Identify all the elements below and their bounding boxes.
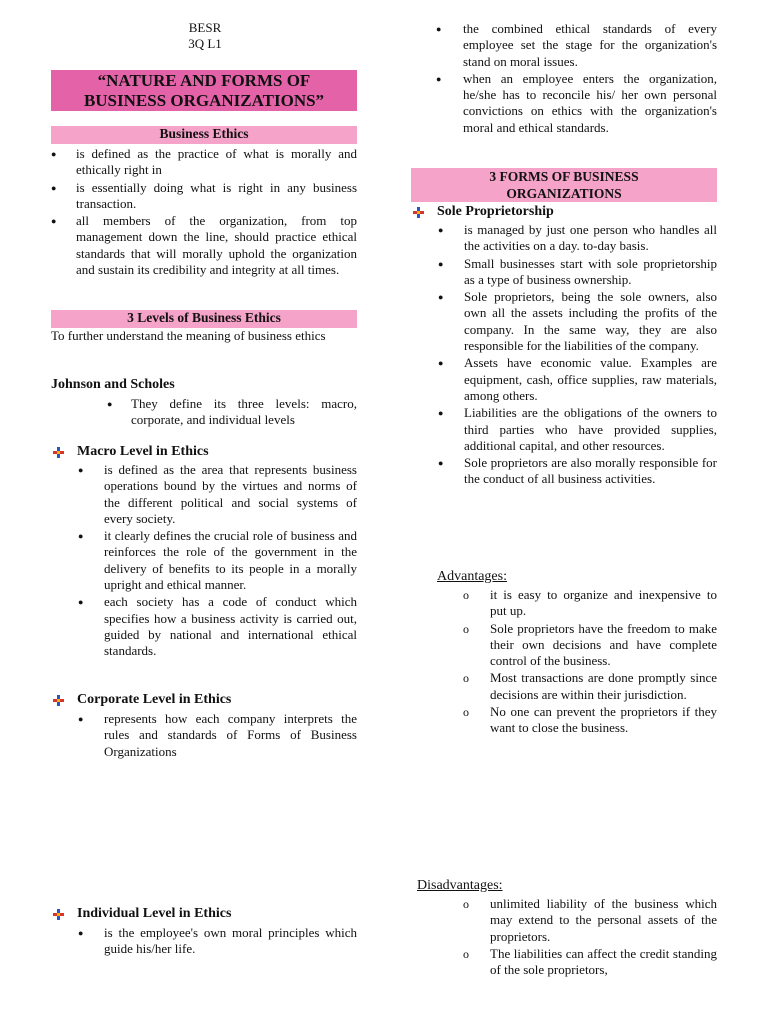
bullet-icon: ● [438, 408, 444, 419]
bullet-icon: ● [438, 358, 444, 369]
bullet-icon: ● [78, 714, 84, 724]
list-item: ● it clearly defines the crucial role of business and reinforces the role of the government in the delivery of benefits to its people in a morally upright and ethical manner. [78, 528, 357, 593]
business-ethics-heading: Business Ethics [51, 126, 357, 144]
list-item: ● Small businesses start with sole proprietorship as a type of business ownership. [438, 255, 717, 287]
list-item: o The liabilities can affect the credit standing of the sole proprietors, [463, 945, 717, 978]
bullet-icon: ● [438, 225, 444, 235]
circle-bullet-icon: o [463, 946, 469, 961]
list-item: ● is defined as the area that represents business operations bound by the virtues and norms of the different political and social systems of every society. [78, 462, 357, 526]
bullet-icon: ● [438, 292, 444, 303]
list-item: ● Liabilities are the obligations of the owners to third parties who have provided supplies, additional capital, and other resources. [438, 405, 717, 453]
circle-bullet-icon: o [463, 705, 469, 720]
list-item: o Most transactions are done promptly since decisions are within their jurisdiction. [463, 670, 717, 702]
bullet-icon: ● [438, 458, 444, 469]
sole-proprietorship-heading: Sole Proprietorship [437, 204, 554, 219]
bullet-icon: ● [107, 399, 113, 409]
circle-bullet-icon: o [463, 588, 469, 602]
macro-level-list [78, 462, 357, 660]
forms-heading [411, 168, 717, 202]
list-item: ● represents how each company interprets the rules and standards of Forms of Business Organizations [78, 711, 357, 759]
levels-intro: To further understand the meaning of business ethics [51, 328, 326, 343]
list-item: ● Sole proprietors are also morally responsible for the conduct of all business activities. [438, 455, 717, 487]
doc-header [150, 20, 260, 53]
plus-arrow-icon [53, 447, 64, 458]
macro-level-heading: Macro Level in Ethics [77, 444, 209, 459]
levels-heading: 3 Levels of Business Ethics [51, 310, 357, 328]
disadvantages-label: Disadvantages: [417, 878, 503, 893]
bullet-icon: ● [51, 182, 57, 193]
list-item: ● Assets have economic value. Examples are equipment, cash, office supplies, raw materials, among others. [438, 355, 717, 403]
bullet-icon: ● [78, 928, 84, 938]
list-item: ● the combined ethical standards of every employee set the stage for the organization's stand on moral issues. [436, 21, 717, 69]
advantages-list [463, 587, 717, 737]
sole-proprietorship-list [438, 222, 717, 488]
bullet-icon: ● [78, 531, 84, 542]
circle-bullet-icon: o [463, 621, 469, 636]
individual-level-list [78, 925, 357, 958]
list-item: o it is easy to organize and inexpensive to put up. [463, 587, 717, 619]
plus-arrow-icon [53, 909, 64, 920]
plus-arrow-icon [53, 695, 64, 706]
list-item: ● They define its three levels: macro, corporate, and individual levels [107, 396, 357, 428]
list-item: ● all members of the organization, from top management down the line, should practice ethical standards that will morally uphold the organization and sustain its credibility and integrity at all times. [51, 213, 357, 278]
disadvantages-list [463, 896, 717, 978]
bullet-icon: ● [436, 73, 442, 84]
individual-level-heading: Individual Level in Ethics [77, 906, 232, 921]
bullet-icon: ● [51, 149, 57, 159]
bullet-icon: ● [78, 465, 84, 475]
forms-heading-line1: 3 FORMS OF BUSINESS [489, 169, 639, 184]
individual-level-list-continued [436, 21, 717, 136]
plus-arrow-icon [413, 207, 424, 218]
list-item: ● Sole proprietors, being the sole owners, also own all the assets including the profits of the company. In the same way, they are also responsible for the liabilities of the company. [438, 289, 717, 354]
list-item: ● each society has a code of conduct which specifies how a business activity is carried out, guided by national and international ethical standards. [78, 594, 357, 659]
forms-heading-line2: ORGANIZATIONS [506, 186, 622, 201]
bullet-icon: ● [51, 216, 57, 227]
list-item: ● is defined as the practice of what is morally and ethically right in [51, 146, 357, 178]
corporate-level-heading: Corporate Level in Ethics [77, 692, 232, 707]
doc-code: BESR [188, 20, 222, 35]
list-item: o Sole proprietors have the freedom to make their own decisions and have complete control of the business. [463, 620, 717, 669]
johnson-scholes-list [105, 396, 357, 429]
circle-bullet-icon: o [463, 897, 469, 911]
bullet-icon: ● [78, 597, 84, 608]
corporate-level-list [78, 711, 357, 760]
list-item: o unlimited liability of the business which may extend to the personal assets of the proprietors. [463, 896, 717, 944]
page-title-line1: “NATURE AND FORMS OF [97, 71, 311, 90]
johnson-scholes-heading: Johnson and Scholes [51, 377, 175, 392]
page-title-line2: BUSINESS ORGANIZATIONS” [83, 91, 325, 110]
bullet-icon: ● [438, 258, 444, 269]
circle-bullet-icon: o [463, 671, 469, 686]
list-item: ● is the employee's own moral principles which guide his/her life. [78, 925, 357, 957]
list-item: o No one can prevent the proprietors if they want to close the business. [463, 704, 717, 736]
page-title [51, 70, 357, 111]
list-item: ● when an employee enters the organization, he/she has to reconcile his/ her own personal convictions on ethics with the organization's moral and ethical standards. [436, 70, 717, 135]
business-ethics-list [51, 146, 357, 278]
bullet-icon: ● [436, 24, 442, 34]
list-item: ● is managed by just one person who handles all the activities on a day. to-day basis. [438, 222, 717, 254]
list-item: ● is essentially doing what is right in any business transaction. [51, 179, 357, 211]
doc-quarter: 3Q L1 [188, 36, 222, 52]
advantages-label: Advantages: [437, 569, 507, 584]
